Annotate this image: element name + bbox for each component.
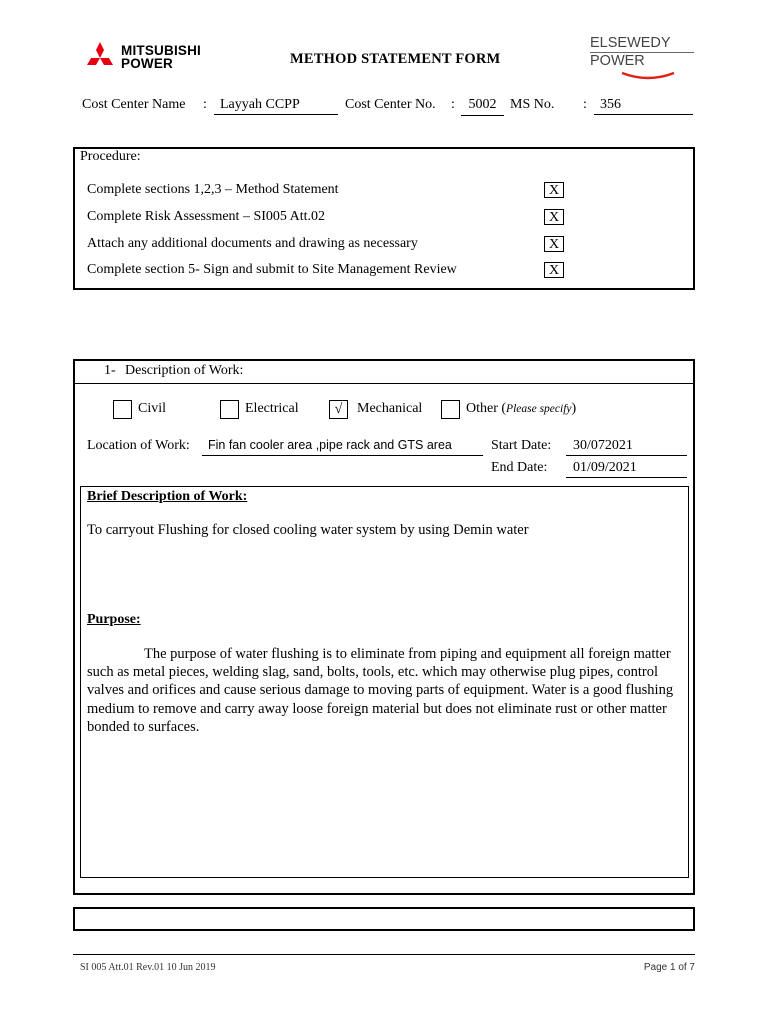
logo-line-power-right: POWER [590,53,645,69]
cost-center-no-field[interactable]: 5002 [461,97,504,116]
brief-description-heading: Brief Description of Work: [87,489,248,504]
civil-label: Civil [138,401,167,416]
electrical-label: Electrical [245,401,299,416]
other-label-close: ) [571,401,577,416]
cost-center-name-label: Cost Center Name [82,97,186,112]
procedure-checkbox-4[interactable]: X [544,262,564,278]
procedure-checkbox-1[interactable]: X [544,182,564,198]
mechanical-checkbox[interactable]: √ [329,400,348,419]
procedure-checkbox-2[interactable]: X [544,209,564,225]
brief-description-text[interactable]: To carryout Flushing for closed cooling water system by using Demin water [87,522,529,538]
section1-heading: Description of Work: [125,363,244,378]
end-date-field[interactable]: 01/09/2021 [566,460,687,478]
mitsubishi-power-logo [83,40,213,76]
elsewedy-power-logo [590,35,700,83]
form-title: METHOD STATEMENT FORM [290,51,501,67]
logo-line-elsewedy: ELSEWEDY [590,35,671,51]
procedure-item-1: Complete sections 1,2,3 – Method Statement [87,182,339,197]
procedure-item-4: Complete section 5- Sign and submit to Site Management Review [87,262,457,277]
section1-number: 1- [104,363,116,378]
location-label: Location of Work: [87,438,190,453]
cost-center-name-field[interactable]: Layyah CCPP [214,97,338,115]
other-checkbox[interactable] [441,400,460,419]
cost-center-name-sep: : [203,97,207,112]
footer-doc-ref: SI 005 Att.01 Rev.01 10 Jun 2019 [80,962,216,973]
start-date-field[interactable]: 30/072021 [566,438,687,456]
civil-checkbox[interactable] [113,400,132,419]
section1-header-divider [75,383,693,384]
procedure-item-2: Complete Risk Assessment – SI005 Att.02 [87,209,326,224]
logo-line-mitsubishi: MITSUBISHI [121,43,202,58]
other-label-text: Other ( [466,401,507,416]
procedure-checkbox-3[interactable]: X [544,236,564,252]
procedure-label: Procedure: [80,149,141,164]
end-date-label: End Date: [491,460,548,475]
purpose-heading: Purpose: [87,612,141,627]
swoosh-icon [620,71,676,81]
procedure-item-3: Attach any additional documents and drawing as necessary [87,236,418,251]
mechanical-label: Mechanical [357,401,423,416]
logo-line-power: POWER [121,56,174,71]
start-date-label: Start Date: [491,438,552,453]
ms-no-label: MS No. [510,97,555,112]
electrical-checkbox[interactable] [220,400,239,419]
footer-divider [73,954,695,955]
other-label [466,401,576,417]
ms-no-field[interactable]: 356 [594,97,693,115]
next-section-box [73,907,695,931]
footer-page-number: Page 1 of 7 [643,962,695,973]
purpose-text[interactable]: The purpose of water flushing is to eliminate from piping and equipment all foreign matter such as metal pieces, welding slag, sand, bolts, tools, etc. which may otherwise plug pipes, control valves and orifices and cause serious damage to moving parts of equipment. Water is a good flushing medium to remove and carry away loose foreign material but does not eliminate rust or other matter bonded to surfaces. [87,646,674,735]
location-field[interactable]: Fin fan cooler area ,pipe rack and GTS area [202,438,483,456]
three-diamonds-icon [83,40,117,74]
ms-no-sep: : [583,97,587,112]
other-note: Please specify [506,403,572,415]
cost-center-no-sep: : [451,97,455,112]
cost-center-no-label: Cost Center No. [345,97,436,112]
